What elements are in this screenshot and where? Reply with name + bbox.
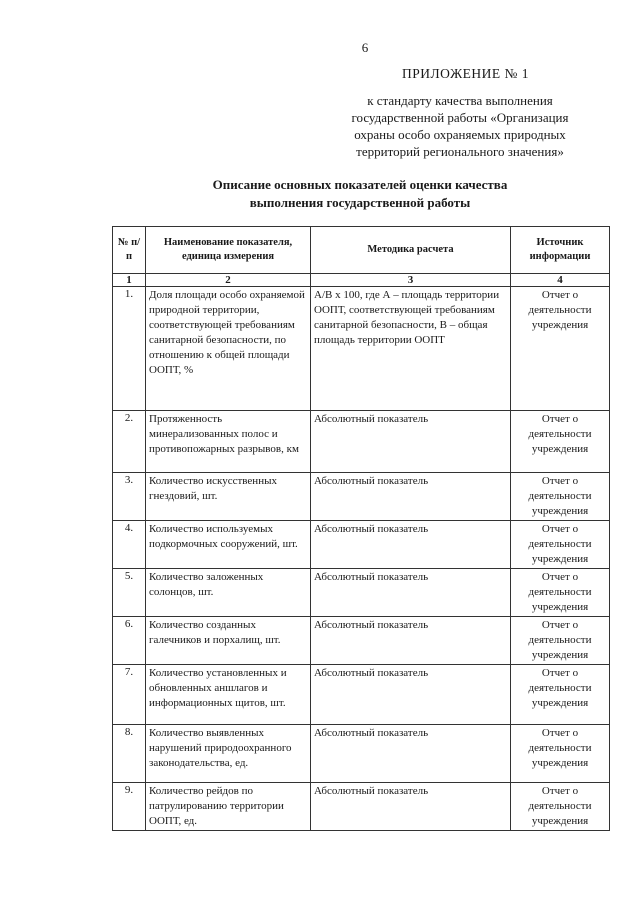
calculation-method: Абсолютный показатель xyxy=(311,617,511,665)
appendix-subtitle xyxy=(300,92,620,160)
document-title xyxy=(120,176,600,212)
indicators-table xyxy=(112,226,610,831)
calculation-method: Абсолютный показатель xyxy=(311,783,511,831)
indicator-name: Количество искусственных гнездовий, шт. xyxy=(146,473,311,521)
column-number: 1 xyxy=(113,274,146,287)
appendix-subtitle-line: территорий регионального значения» xyxy=(356,144,564,159)
information-source: Отчет о деятельности учреждения xyxy=(511,411,610,473)
column-number: 4 xyxy=(511,274,610,287)
information-source: Отчет о деятельности учреждения xyxy=(511,665,610,725)
table-row xyxy=(113,665,610,725)
calculation-method: Абсолютный показатель xyxy=(311,725,511,783)
table-row xyxy=(113,287,610,411)
column-number: 3 xyxy=(311,274,511,287)
row-number: 4. xyxy=(113,521,146,569)
row-number: 7. xyxy=(113,665,146,725)
column-number: 2 xyxy=(146,274,311,287)
column-number-row xyxy=(113,274,610,287)
calculation-method: А/В х 100, где А – площадь территории ООПТ, соответствующей требованиям санитарной безопасности, В – общая площадь территории ООПТ xyxy=(311,287,511,411)
row-number: 6. xyxy=(113,617,146,665)
document-title-line: Описание основных показателей оценки качества xyxy=(212,177,508,192)
table-header-row xyxy=(113,227,610,274)
row-number: 3. xyxy=(113,473,146,521)
appendix-subtitle-line: государственной работы «Организация xyxy=(351,110,569,125)
information-source: Отчет о деятельности учреждения xyxy=(511,569,610,617)
row-number: 8. xyxy=(113,725,146,783)
indicator-name: Количество установленных и обновленных аншлагов и информационных щитов, шт. xyxy=(146,665,311,725)
row-number: 1. xyxy=(113,287,146,411)
header-number: № п/п xyxy=(113,227,146,274)
calculation-method: Абсолютный показатель xyxy=(311,521,511,569)
page-number: 6 xyxy=(361,40,369,55)
table-row xyxy=(113,617,610,665)
indicator-name: Количество используемых подкормочных сооружений, шт. xyxy=(146,521,311,569)
calculation-method: Абсолютный показатель xyxy=(311,411,511,473)
appendix-title: ПРИЛОЖЕНИЕ № 1 xyxy=(402,66,530,81)
calculation-method: Абсолютный показатель xyxy=(311,473,511,521)
information-source: Отчет о деятельности учреждения xyxy=(511,783,610,831)
table-row xyxy=(113,569,610,617)
information-source: Отчет о деятельности учреждения xyxy=(511,473,610,521)
information-source: Отчет о деятельности учреждения xyxy=(511,521,610,569)
table-row xyxy=(113,783,610,831)
row-number: 5. xyxy=(113,569,146,617)
information-source: Отчет о деятельности учреждения xyxy=(511,617,610,665)
appendix-subtitle-line: охраны особо охраняемых природных xyxy=(354,127,566,142)
indicator-name: Количество созданных галечников и порхалищ, шт. xyxy=(146,617,311,665)
calculation-method: Абсолютный показатель xyxy=(311,569,511,617)
appendix-subtitle-line: к стандарту качества выполнения xyxy=(367,93,553,108)
indicator-name: Количество заложенных солонцов, шт. xyxy=(146,569,311,617)
table-row xyxy=(113,411,610,473)
indicator-name: Протяженность минерализованных полос и противопожарных разрывов, км xyxy=(146,411,311,473)
table-row xyxy=(113,473,610,521)
header-method: Методика расчета xyxy=(311,227,511,274)
indicator-name: Количество выявленных нарушений природоохранного законодательства, ед. xyxy=(146,725,311,783)
header-indicator-name: Наименование показателя, единица измерения xyxy=(146,227,311,274)
information-source: Отчет о деятельности учреждения xyxy=(511,725,610,783)
indicator-name: Количество рейдов по патрулированию территории ООПТ, ед. xyxy=(146,783,311,831)
row-number: 9. xyxy=(113,783,146,831)
document-title-line: выполнения государственной работы xyxy=(249,195,471,210)
table-row xyxy=(113,725,610,783)
table-row xyxy=(113,521,610,569)
calculation-method: Абсолютный показатель xyxy=(311,665,511,725)
indicator-name: Доля площади особо охраняемой природной территории, соответствующей требованиям санитарной безопасности, по отношению к общей площади ООПТ, % xyxy=(146,287,311,411)
row-number: 2. xyxy=(113,411,146,473)
information-source: Отчет о деятельности учреждения xyxy=(511,287,610,411)
header-source: Источник информации xyxy=(511,227,610,274)
